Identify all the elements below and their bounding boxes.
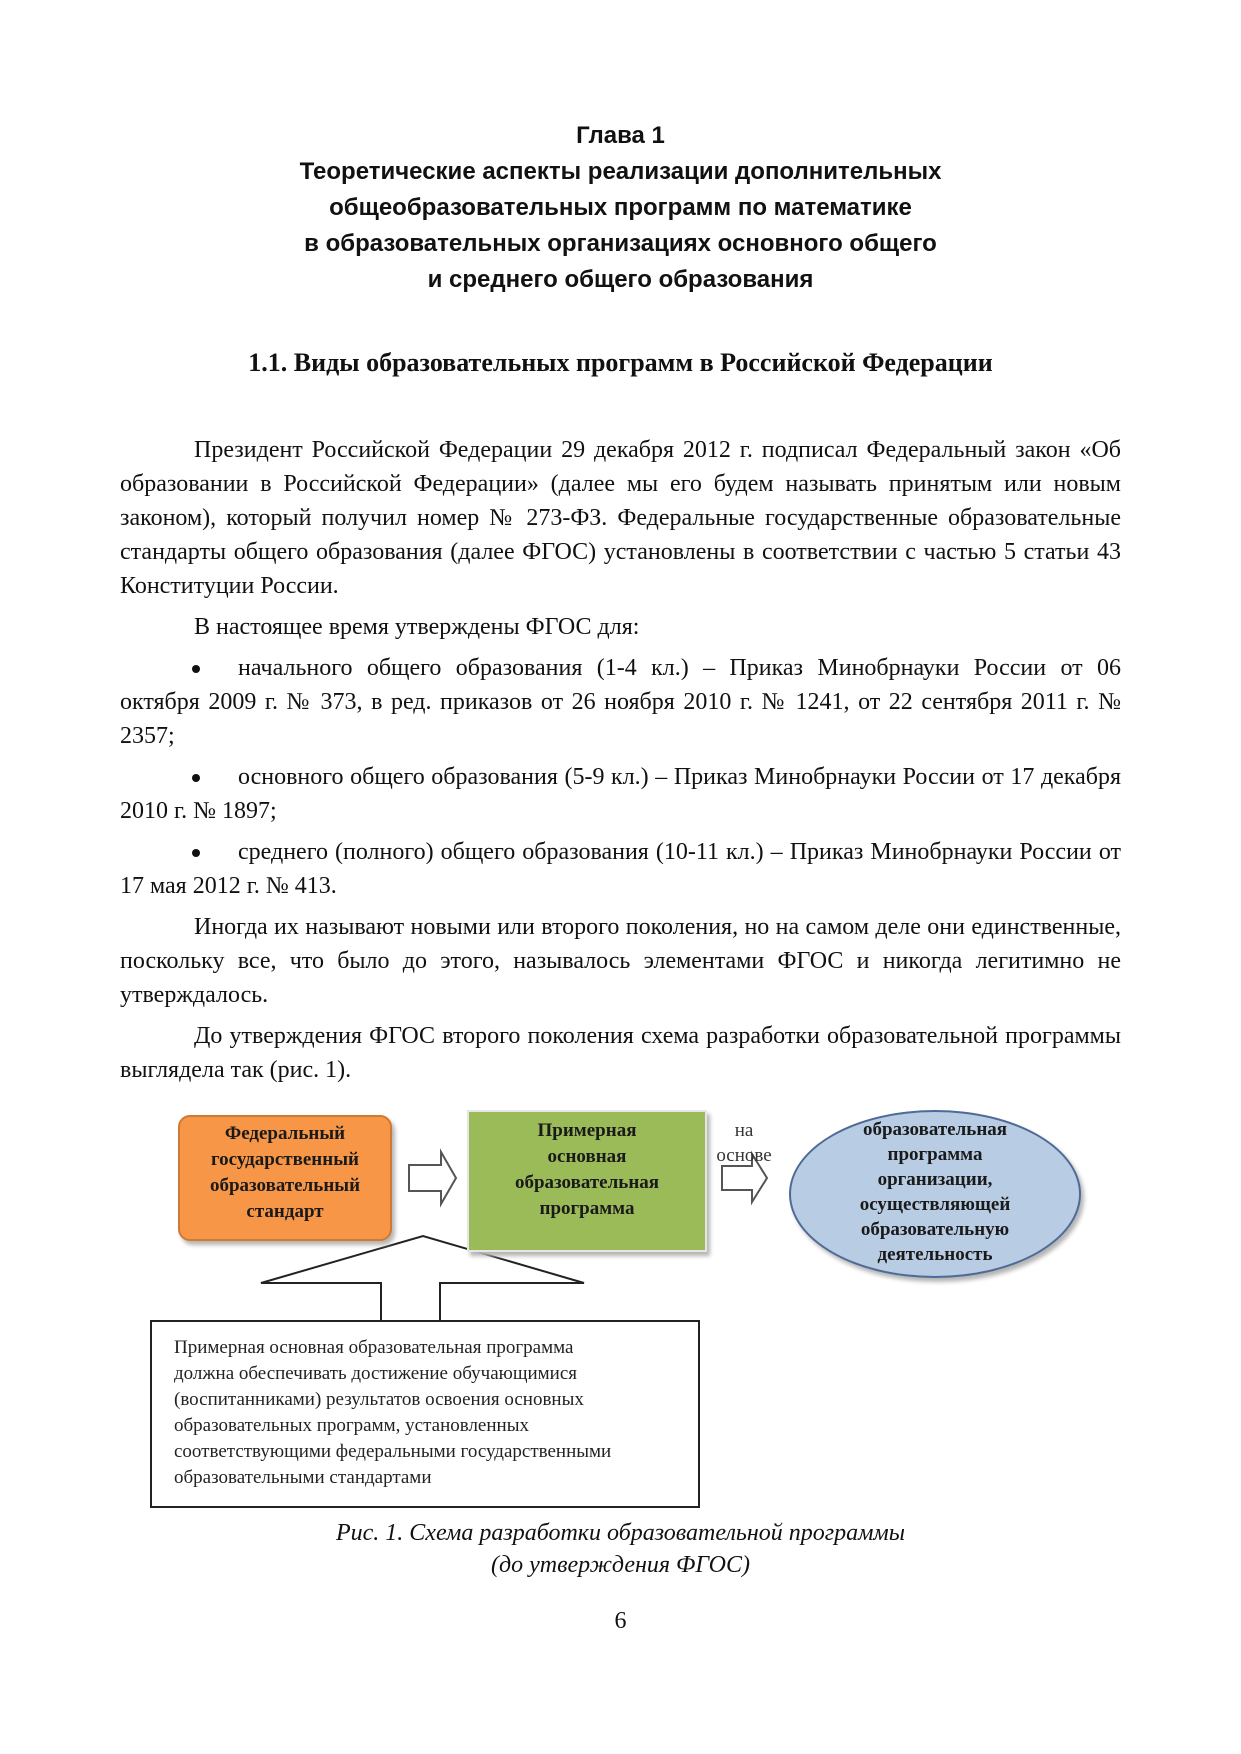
arrow-label-line: основе xyxy=(716,1145,772,1166)
right-arrow-icon xyxy=(409,1152,456,1204)
ellipse-org-program xyxy=(789,1110,1081,1278)
box-line: программа xyxy=(539,1198,635,1219)
chapter-title-line: общеобразовательных программ по математике xyxy=(329,194,912,221)
note-line: образовательных программ, установленных xyxy=(174,1415,529,1436)
arrow-label xyxy=(708,1118,780,1168)
chapter-title-line: Теоретические аспекты реализации дополнительных xyxy=(299,158,942,185)
note-line: (воспитанниками) результатов освоения основных xyxy=(174,1389,584,1410)
box-line: образовательная xyxy=(514,1172,660,1193)
box-line: основная xyxy=(547,1146,627,1167)
paragraph: До утверждения ФГОС второго поколения схема разработки образовательной программы выглядела так (рис. 1). xyxy=(120,1023,1121,1083)
box-line: стандарт xyxy=(246,1201,324,1222)
figure-caption xyxy=(0,1517,1241,1581)
ellipse-line: осуществляющей xyxy=(859,1194,1011,1215)
bullet-text: среднего (полного) общего образования (10-11 кл.) – Приказ Минобрнауки России от 17 мая 2012 г. № 413. xyxy=(120,839,1121,899)
ellipse-line: деятельность xyxy=(877,1244,993,1265)
ellipse-line: программа xyxy=(887,1144,983,1165)
section-title: 1.1. Виды образовательных программ в Российской Федерации xyxy=(248,348,993,377)
box-sample-program xyxy=(467,1110,707,1252)
caption-line: Рис. 1. Схема разработки образовательной программы xyxy=(335,1520,905,1546)
ellipse-line: образовательную xyxy=(860,1219,1010,1240)
paragraph: Иногда их называют новыми или второго поколения, но на самом деле они единственные, поскольку все, что было до этого, называлось элементами ФГОС и никогда легитимно не утверждалось. xyxy=(120,914,1121,1008)
ellipse-line: организации, xyxy=(877,1169,993,1190)
arrow-label-line: на xyxy=(734,1120,754,1141)
caption-line: (до утверждения ФГОС) xyxy=(490,1552,751,1578)
chapter-title-line: в образовательных организациях основного общего xyxy=(304,230,937,257)
note-line: соответствующими федеральными государственными xyxy=(174,1441,612,1462)
chapter-title-line: и среднего общего образования xyxy=(427,266,814,293)
bullet-text: начального общего образования (1-4 кл.) – Приказ Минобрнауки России от 06 октября 2009 г. № 373, в ред. приказов от 26 ноября 2010 г. № 1241, от 22 сентября 2011 г. № 2357; xyxy=(120,655,1121,749)
note-line: Примерная основная образовательная программа xyxy=(174,1337,574,1358)
box-line: государственный xyxy=(211,1149,359,1170)
note-line: образовательными стандартами xyxy=(174,1467,432,1488)
box-federal-standard xyxy=(178,1115,392,1241)
callout-note xyxy=(150,1320,700,1508)
box-line: Федеральный xyxy=(224,1123,346,1144)
note-line: должна обеспечивать достижение обучающимися xyxy=(174,1363,578,1384)
chapter-label: Глава 1 xyxy=(576,122,665,149)
box-line: образовательный xyxy=(209,1175,361,1196)
box-line: Примерная xyxy=(537,1120,637,1141)
paragraph: Президент Российской Федерации 29 декабря 2012 г. подписал Федеральный закон «Об образовании в Российской Федерации» (далее мы его будем называть принятым или новым законом), который получил номер № 273-ФЗ. Федеральные государственные образовательные стандарты общего образования (далее ФГОС) установлены в соответствии с частью 5 статьи 43 Конституции России. xyxy=(120,437,1121,599)
bullet-text: основного общего образования (5-9 кл.) – Приказ Минобрнауки России от 17 декабря 2010 г. № 1897; xyxy=(120,764,1121,824)
paragraph: В настоящее время утверждены ФГОС для: xyxy=(194,614,640,640)
page-number: 6 xyxy=(614,1608,627,1634)
ellipse-line: образовательная xyxy=(862,1119,1008,1140)
